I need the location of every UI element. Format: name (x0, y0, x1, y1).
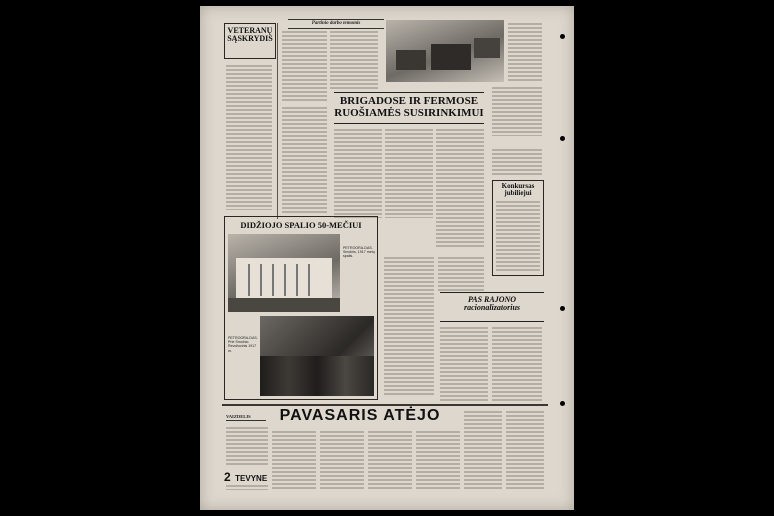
brigados-column-3 (436, 128, 484, 248)
paper-name: TEVYNE (235, 474, 268, 483)
pavasaris-column-1 (226, 426, 268, 466)
veteranu-title (225, 27, 275, 44)
crowd-photo (260, 316, 374, 396)
pavasaris-column-5 (416, 430, 460, 490)
article-column-2 (330, 30, 378, 90)
article-text-mid-2 (438, 256, 484, 292)
tractor-shape (474, 38, 500, 58)
right-column-mid (492, 148, 542, 176)
brigados-title-line1: BRIGADOSE IR FERMOSE (339, 95, 479, 107)
footer-date-text (226, 484, 268, 490)
section-rule (222, 404, 548, 406)
column-shape (248, 264, 250, 296)
photo-caption-text (508, 22, 542, 82)
byline (500, 140, 540, 145)
tractor-shape (431, 44, 471, 70)
article-column-1 (282, 30, 327, 102)
konkursas-title-line1: Konkursas (501, 182, 535, 190)
right-column-top (492, 86, 542, 136)
article-column-1b (282, 106, 327, 214)
tractors-photo (386, 20, 504, 82)
tractor-shape (396, 50, 426, 70)
veteranu-article-text (226, 64, 272, 210)
column-divider (277, 23, 278, 219)
pavasaris-title (270, 408, 450, 425)
rajono-column-1 (440, 326, 488, 402)
pavasaris-column-6 (464, 410, 502, 490)
column-shape (260, 264, 262, 296)
pavasaris-rubric: VAIZDELIS (226, 414, 266, 421)
punch-hole (560, 401, 565, 406)
konkursas-title (494, 183, 542, 198)
pavasaris-column-7 (506, 410, 544, 490)
newspaper-page (200, 6, 574, 510)
column-shape (284, 264, 286, 296)
article-text-mid-1 (384, 256, 434, 396)
pavasaris-column-4 (368, 430, 412, 490)
konkursas-text (496, 200, 540, 272)
page-number: 2 (224, 470, 231, 484)
rajono-column-2 (492, 326, 542, 402)
spalio-title (224, 221, 378, 230)
column-shape (272, 264, 274, 296)
petrograd-caption-2: PETROGRA-DAS. Prie Smolnio. Revoliucinis 1917 m. (228, 336, 258, 353)
footer-masthead (224, 468, 270, 482)
rajono-title-line2: racionalizatorius (463, 303, 520, 313)
punch-hole (560, 306, 565, 311)
brigados-column-1 (334, 128, 382, 218)
smolny-photo (228, 234, 340, 312)
veteranu-title-line2: SĄSKRYDIS (227, 34, 273, 44)
pavasaris-column-2 (272, 430, 316, 490)
punch-hole (560, 136, 565, 141)
column-shape (296, 264, 298, 296)
veteranu-title-line1: VETERANŲ (227, 26, 273, 35)
pavasaris-column-3 (320, 430, 364, 490)
brigados-title (334, 96, 484, 119)
punch-hole (560, 34, 565, 39)
brigados-column-2 (385, 128, 433, 218)
spalio-title-text: DIDŽIOJO SPALIO 50-MEČIUI (240, 220, 362, 230)
konkursas-title-line2: jubiliejui (504, 189, 532, 198)
rajono-title-line1: PAS RAJONO (467, 295, 517, 304)
ground-shape (228, 298, 340, 312)
crowd-shape (260, 356, 374, 396)
petrograd-caption-1: PETROGRA-DAS. Smolnis, 1917 metų spalis. (343, 246, 375, 259)
section-masthead (288, 19, 384, 29)
brigados-title-line2: RUOŠIAMĖS SUSIRINKIMUI (334, 106, 484, 119)
rajono-title (440, 296, 544, 313)
section-title: Partinio darbo temomis (311, 21, 361, 26)
pavasaris-title-text: PAVASARIS ATĖJO (279, 407, 441, 424)
column-shape (308, 264, 310, 296)
